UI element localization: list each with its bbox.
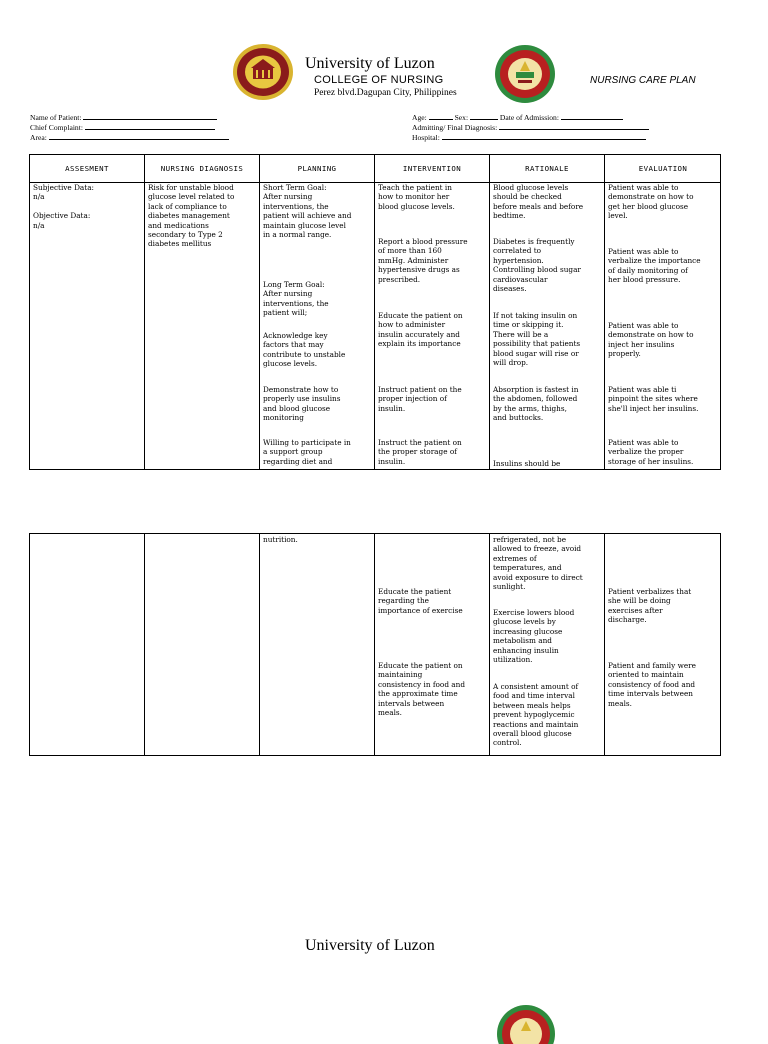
diagnosis-field bbox=[412, 123, 649, 132]
nursing-diagnosis-text: Risk for unstable blood glucose level related to lack of compliance to diabetes management and medications secondary to Type 2 diabetes mellitus bbox=[148, 183, 235, 249]
next-page-university-name: University of Luzon bbox=[305, 937, 435, 954]
intervention-storage-insulin: Instruct the patient on the proper storage of insulin. bbox=[378, 438, 462, 466]
evaluation-injection-sites: Patient was able ti pinpoint the sites where she'll inject her insulins. bbox=[608, 385, 699, 413]
evaluation-glucose-level: Patient was able to demonstrate on how to get her blood glucose level. bbox=[608, 183, 694, 221]
planning-short-term-goal: Short Term Goal: After nursing interventions, the patient will achieve and maintain glucose level in a normal range. bbox=[263, 183, 352, 240]
evaluation-inject-insulin: Patient was able to demonstrate on how to inject her insulins properly. bbox=[608, 321, 694, 359]
next-page-nursing-seal-logo bbox=[496, 1004, 556, 1044]
care-plan-table-page-1 bbox=[29, 154, 721, 470]
intervention-exercise: Educate the patient regarding the importance of exercise bbox=[378, 587, 463, 615]
college-address: Perez blvd.Dagupan City, Philippines bbox=[314, 88, 457, 98]
planning-demonstrate-insulins: Demonstrate how to properly use insulins and blood glucose monitoring bbox=[263, 385, 341, 423]
header-assessment: ASSESMENT bbox=[65, 164, 109, 173]
diagnosis-label: Admitting/ Final Diagnosis: bbox=[412, 123, 498, 132]
diagnosis-blank bbox=[499, 123, 649, 130]
intervention-blood-pressure: Report a blood pressure of more than 160 mmHg. Administer hypertensive drugs as prescribed. bbox=[378, 237, 468, 284]
patient-name-label: Name of Patient: bbox=[30, 113, 82, 122]
column-divider bbox=[259, 534, 260, 755]
chief-complaint-field bbox=[30, 123, 215, 132]
rationale-absorption: Absorption is fastest in the abdomen, followed by the arms, thighs, and buttocks. bbox=[493, 385, 579, 423]
patient-name-blank bbox=[83, 113, 217, 120]
hospital-blank bbox=[442, 133, 646, 140]
rationale-refrigeration: refrigerated, not be allowed to freeze, avoid extremes of temperatures, and avoid exposure to direct sunlight. bbox=[493, 535, 583, 592]
chief-complaint-label: Chief Complaint: bbox=[30, 123, 83, 132]
header-evaluation: EVALUATION bbox=[638, 164, 688, 173]
column-divider bbox=[604, 534, 605, 755]
column-divider bbox=[259, 155, 260, 469]
rationale-insulin-storage: Insulins should be bbox=[493, 459, 561, 468]
header-planning: PLANNING bbox=[297, 164, 337, 173]
header-intervention: INTERVENTION bbox=[402, 164, 462, 173]
patient-name-field bbox=[30, 113, 217, 122]
age-sex-admission-field bbox=[412, 113, 623, 122]
sex-label: Sex: bbox=[454, 113, 469, 122]
area-field bbox=[30, 133, 229, 142]
university-name: University of Luzon bbox=[305, 55, 435, 72]
admission-date-label: Date of Admission: bbox=[499, 113, 559, 122]
intervention-food-consistency: Educate the patient on maintaining consistency in food and the approximate time intervals between meals. bbox=[378, 661, 466, 718]
planning-support-group: Willing to participate in a support group regarding diet and bbox=[263, 438, 351, 466]
rationale-food-interval: A consistent amount of food and time interval between meals helps prevent hypoglycemic reactions and maintain overall blood glucose control. bbox=[493, 682, 579, 748]
planning-continued-text: nutrition. bbox=[263, 535, 298, 544]
rationale-exercise: Exercise lowers blood glucose levels by increasing glucose metabolism and enhancing insulin utilization. bbox=[493, 608, 575, 665]
column-divider bbox=[604, 155, 605, 469]
intervention-monitor-glucose: Teach the patient in how to monitor her blood glucose levels. bbox=[378, 183, 455, 211]
hospital-field bbox=[412, 133, 646, 142]
column-divider bbox=[144, 534, 145, 755]
planning-acknowledge-factors: Acknowledge key factors that may contribute to unstable glucose levels. bbox=[263, 331, 346, 369]
evaluation-food-consistency: Patient and family were oriented to maintain consistency of food and time intervals between meals. bbox=[608, 661, 696, 708]
column-divider bbox=[489, 155, 490, 469]
rationale-hypertension: Diabetes is frequently correlated to hypertension. Controlling blood sugar cardiovascular diseases. bbox=[493, 237, 581, 294]
header-rationale: RATIONALE bbox=[525, 164, 569, 173]
sex-blank bbox=[470, 113, 498, 120]
college-of-nursing-seal-logo bbox=[494, 44, 556, 104]
intervention-injection-insulin: Instruct patient on the proper injection of insulin. bbox=[378, 385, 462, 413]
intervention-administer-insulin: Educate the patient on how to administer insulin accurately and explain its importance bbox=[378, 311, 463, 349]
header-nursing-diagnosis: NURSING DIAGNOSIS bbox=[160, 164, 244, 173]
assessment-text: Subjective Data: n/a Objective Data: n/a bbox=[33, 183, 95, 230]
document-title: NURSING CARE PLAN bbox=[590, 75, 696, 86]
evaluation-blood-pressure: Patient was able to verbalize the importance of daily monitoring of her blood pressure. bbox=[608, 247, 701, 285]
evaluation-exercise: Patient verbalizes that she will be doing exercises after discharge. bbox=[608, 587, 692, 625]
college-name: COLLEGE OF NURSING bbox=[314, 74, 444, 86]
column-divider bbox=[374, 155, 375, 469]
age-blank bbox=[429, 113, 453, 120]
area-blank bbox=[49, 133, 229, 140]
rationale-glucose-check: Blood glucose levels should be checked before meals and before bedtime. bbox=[493, 183, 584, 221]
area-label: Area: bbox=[30, 133, 47, 142]
chief-complaint-blank bbox=[85, 123, 215, 130]
hospital-label: Hospital: bbox=[412, 133, 440, 142]
evaluation-insulin-storage: Patient was able to verbalize the proper storage of her insulins. bbox=[608, 438, 694, 466]
admission-date-blank bbox=[561, 113, 623, 120]
university-seal-logo bbox=[232, 43, 294, 101]
care-plan-table-page-2 bbox=[29, 533, 721, 756]
rationale-insulin-timing: If not taking insulin on time or skipping it. There will be a possibility that patients blood sugar will rise or will drop. bbox=[493, 311, 581, 368]
column-divider bbox=[374, 534, 375, 755]
age-label: Age: bbox=[412, 113, 427, 122]
column-divider bbox=[489, 534, 490, 755]
planning-long-term-goal: Long Term Goal: After nursing interventions, the patient will; bbox=[263, 280, 329, 318]
column-divider bbox=[144, 155, 145, 469]
